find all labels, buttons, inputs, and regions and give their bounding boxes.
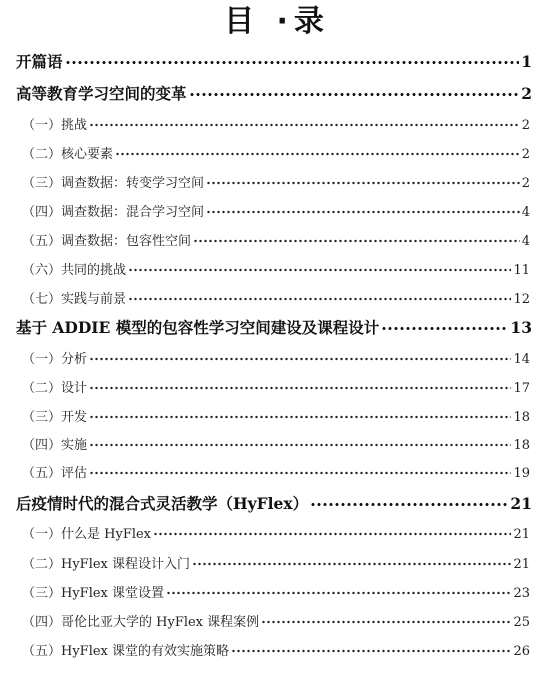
toc-page-number: 18 (513, 438, 530, 453)
toc-entry-title: （二）核心要素 (22, 147, 114, 162)
dot-leader (381, 316, 508, 332)
dot-leader (192, 553, 511, 566)
toc-page-number: 1 (521, 52, 532, 71)
dot-leader (89, 377, 511, 390)
toc-page-number: 19 (513, 466, 530, 481)
toc-entry-title: （三）开发 (22, 410, 88, 425)
toc-page-number: 14 (513, 352, 530, 367)
toc-entry-title: （二）HyFlex 课程设计入门 (22, 557, 191, 572)
toc-page-number: 21 (510, 494, 532, 513)
toc-page-number: 2 (521, 84, 532, 103)
toc-page-number: 12 (513, 292, 530, 307)
dot-leader (89, 462, 511, 475)
dot-leader (115, 143, 520, 156)
toc-page-number: 2 (521, 118, 530, 133)
dot-leader (89, 406, 511, 419)
dot-leader (89, 348, 511, 361)
toc-section-entry[interactable] (22, 230, 530, 249)
toc-page-number: 26 (513, 644, 530, 659)
dot-leader (193, 230, 520, 243)
toc-entry-title: 开篇语 (16, 52, 63, 71)
toc-entry-title: （二）设计 (22, 381, 88, 396)
toc-page-number: 2 (521, 176, 530, 191)
toc-section-entry[interactable] (22, 172, 530, 191)
toc-page-number: 4 (521, 234, 530, 249)
toc-section-entry[interactable] (22, 523, 530, 542)
toc-entry-title: （五）HyFlex 课堂的有效实施策略 (22, 644, 230, 659)
dot-leader (128, 259, 511, 272)
toc-chapter-entry[interactable] (16, 82, 532, 104)
toc-entry-title: （六）共同的挑战 (22, 263, 127, 278)
toc-section-entry[interactable] (22, 201, 530, 220)
toc-section-entry[interactable] (22, 406, 530, 425)
dot-leader (206, 201, 520, 214)
toc-chapter-entry[interactable] (16, 492, 532, 514)
toc-entry-title: 后疫情时代的混合式灵活教学（HyFlex） (16, 494, 309, 513)
dot-leader (89, 114, 520, 127)
toc-section-entry[interactable] (22, 143, 530, 162)
toc-entry-title: （一）什么是 HyFlex (22, 527, 152, 542)
dot-leader (310, 492, 508, 508)
toc-chapter-entry[interactable] (16, 50, 532, 72)
toc-entry-title: （五）评估 (22, 466, 88, 481)
toc-section-entry[interactable] (22, 553, 530, 572)
dot-leader (65, 50, 520, 66)
toc-entry-title: 基于 ADDIE 模型的包容性学习空间建设及课程设计 (16, 318, 380, 337)
toc-entry-title: （四）实施 (22, 438, 88, 453)
toc-section-entry[interactable] (22, 114, 530, 133)
toc-section-entry[interactable] (22, 582, 530, 601)
toc-section-entry[interactable] (22, 348, 530, 367)
toc-page-number: 21 (513, 557, 530, 572)
toc-entry-title: （三）调查数据：转变学习空间 (22, 176, 205, 191)
toc-section-entry[interactable] (22, 259, 530, 278)
toc-entry-title: （五）调查数据：包容性空间 (22, 234, 192, 249)
toc-page-number: 23 (513, 586, 530, 601)
toc-entry-title: （一）分析 (22, 352, 88, 367)
dot-leader (206, 172, 520, 185)
dot-leader (261, 611, 511, 624)
toc-section-entry[interactable] (22, 611, 530, 630)
toc-page-number: 18 (513, 410, 530, 425)
toc-section-entry[interactable] (22, 640, 530, 659)
dot-leader (189, 82, 520, 98)
toc-section-entry[interactable] (22, 434, 530, 453)
toc-page-number: 11 (513, 263, 530, 278)
toc-page-number: 25 (513, 615, 530, 630)
toc-title: 目 ·录 (224, 4, 330, 39)
toc-entry-title: （七）实践与前景 (22, 292, 127, 307)
toc-page-number: 13 (510, 318, 532, 337)
dot-leader (231, 640, 511, 653)
toc-page-number: 4 (521, 205, 530, 220)
toc-page-number: 17 (513, 381, 530, 396)
toc-section-entry[interactable] (22, 462, 530, 481)
toc-section-entry[interactable] (22, 377, 530, 396)
toc-entry-title: 高等教育学习空间的变革 (16, 84, 187, 103)
dot-leader (166, 582, 511, 595)
toc-page-number: 21 (513, 527, 530, 542)
toc-page-number: 2 (521, 147, 530, 162)
toc-entry-title: （一）挑战 (22, 118, 88, 133)
dot-leader (128, 288, 511, 301)
toc-entry-title: （四）调查数据：混合学习空间 (22, 205, 205, 220)
toc-section-entry[interactable] (22, 288, 530, 307)
toc-entry-title: （四）哥伦比亚大学的 HyFlex 课程案例 (22, 615, 260, 630)
toc-chapter-entry[interactable] (16, 316, 532, 338)
dot-leader (89, 434, 511, 447)
toc-entry-title: （三）HyFlex 课堂设置 (22, 586, 165, 601)
dot-leader (153, 523, 511, 536)
